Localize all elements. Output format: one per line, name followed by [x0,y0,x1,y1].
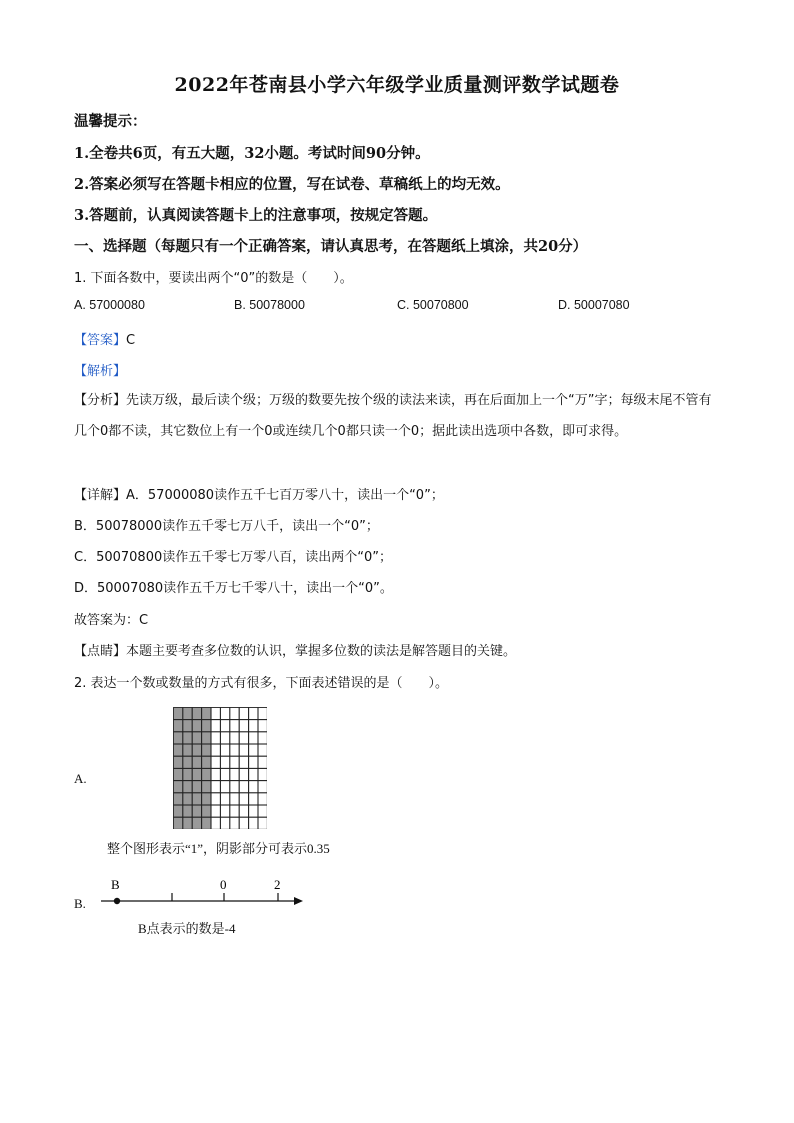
hundred-grid-figure [173,707,267,829]
grid-cell [211,817,220,829]
grid-cell-shaded [183,817,192,829]
grid-cell [211,769,220,781]
grid-cell-shaded [202,720,211,732]
grid-cell-shaded [183,732,192,744]
grid-cell-shaded [174,781,183,793]
grid-cell [258,744,267,756]
q2-stem: 2. 表达一个数或数量的方式有很多，下面表述错误的是（ ）。 [74,676,449,691]
grid-cell-shaded [192,769,201,781]
grid-cell-shaded [183,805,192,817]
grid-cell [230,720,239,732]
grid-cell [258,708,267,720]
q1-detail-b: B．50078000读作五千零七万八千，读出一个“0”； [74,519,379,534]
grid-cell [249,805,258,817]
grid-cell [249,781,258,793]
grid-cell-shaded [192,793,201,805]
dianjing-tag: 【点睛】 [74,644,127,659]
grid-cell [221,756,230,768]
grid-cell [221,781,230,793]
tick-zero-label: 0 [220,877,227,892]
grid-cell-shaded [174,732,183,744]
grid-cell-shaded [202,732,211,744]
grid-cell [211,805,220,817]
grid-cell [239,769,248,781]
grid-cell [249,708,258,720]
q1-conclusion: 故答案为：C [74,613,149,628]
q1-detail-a [74,484,444,503]
q1-option-d: D. 50007080 [558,298,630,312]
grid-cell [258,817,267,829]
q1-option-b: B. 50078000 [234,298,305,312]
grid-cell-shaded [174,793,183,805]
grid-cell-shaded [202,744,211,756]
grid-cell-shaded [192,744,201,756]
tips-heading: 温馨提示： [74,113,147,130]
grid-cell [249,793,258,805]
q2-option-b-caption: B点表示的数是-4 [138,921,236,936]
grid-cell-shaded [192,708,201,720]
grid-cell [249,732,258,744]
grid-cell-shaded [202,781,211,793]
grid-cell-shaded [202,708,211,720]
grid-cell [258,793,267,805]
grid-cell [211,781,220,793]
grid-cell [258,756,267,768]
grid-cell-shaded [183,720,192,732]
grid-cell-shaded [183,756,192,768]
grid-cell [239,781,248,793]
grid-cell [258,769,267,781]
dianjing-text: 本题主要考查多位数的认识，掌握多位数的读法是解答题目的关键。 [126,644,517,659]
grid-cell-shaded [192,732,201,744]
grid-cell [239,805,248,817]
grid-cell-shaded [202,793,211,805]
answer-value: C [126,333,136,348]
grid-cell-shaded [192,720,201,732]
number-line-arrow [294,897,303,905]
grid-cell-shaded [192,781,201,793]
xiangjie-tag: 【详解】 [74,488,127,503]
grid-cell [239,793,248,805]
q1-detail-c: C．50070800读作五千零七万零八百，读出两个“0”； [74,550,392,565]
q1-stem: 1. 下面各数中，要读出两个“0”的数是（ ）。 [74,271,353,286]
grid-cell [211,708,220,720]
grid-cell [230,781,239,793]
q1-option-a: A. 57000080 [74,298,145,312]
tip-item-3: 3.答题前，认真阅读答题卡上的注意事项，按规定答题。 [74,207,438,224]
grid-cell-shaded [174,720,183,732]
grid-cell-shaded [174,756,183,768]
q2-option-b-label: B. [74,896,86,911]
q2-option-a-label: A. [74,771,87,786]
grid-cell [239,732,248,744]
grid-cell [221,720,230,732]
tip-item-1: 1.全卷共6页，有五大题，32小题。考试时间90分钟。 [74,145,430,162]
grid-cell-shaded [202,769,211,781]
point-b-label: B [111,877,120,892]
grid-cell [258,720,267,732]
grid-cell-shaded [183,769,192,781]
grid-cell [230,805,239,817]
grid-cell [258,781,267,793]
grid-cell [211,720,220,732]
grid-cell [211,793,220,805]
grid-cell [239,756,248,768]
fenxi-text: 先读万级，最后读个级；万级的数要先按个级的读法来读，再在后面加上一个“万”字；每级末尾不管有几个0都不读，其它数位上有一个0或连续几个0都只读一个0；据此读出选项中各数，即可求得。 [74,393,712,439]
grid-cell-shaded [202,805,211,817]
grid-cell-shaded [192,817,201,829]
grid-cell [211,732,220,744]
point-b [114,898,120,904]
grid-cell [221,732,230,744]
number-line [98,872,304,912]
grid-cell [249,744,258,756]
q1-answer [74,329,135,348]
grid-cell [249,720,258,732]
grid-cell-shaded [174,744,183,756]
grid-cell [249,817,258,829]
q1-option-c: C. 50070800 [397,298,469,312]
grid-cell [249,769,258,781]
grid-cell [230,793,239,805]
grid-cell-shaded [183,793,192,805]
grid-cell [239,744,248,756]
grid-cell-shaded [174,769,183,781]
grid-cell [258,732,267,744]
page-title: 2022年苍南县小学六年级学业质量测评数学试题卷 [174,74,620,96]
fenxi-tag: 【分析】 [74,393,127,408]
grid-cell-shaded [183,708,192,720]
grid-cell [258,805,267,817]
grid-cell-shaded [174,805,183,817]
grid-cell [239,817,248,829]
grid-cell [211,744,220,756]
grid-cell-shaded [183,744,192,756]
answer-tag: 【答案】 [74,333,127,348]
grid-cell-shaded [192,756,201,768]
grid-cell [230,732,239,744]
grid-cell-shaded [183,781,192,793]
grid-cell-shaded [192,805,201,817]
q2-option-a-caption: 整个图形表示“1”，阴影部分可表示0.35 [107,841,330,856]
grid-cell [230,756,239,768]
tip-item-2: 2.答案必须写在答题卡相应的位置，写在试卷、草稿纸上的均无效。 [74,176,510,193]
q1-detail-d: D．50007080读作五千万七千零八十，读出一个“0”。 [74,581,393,596]
grid-cell [211,756,220,768]
grid-cell [239,708,248,720]
grid-cell-shaded [174,817,183,829]
grid-cell [249,756,258,768]
grid-cell [221,805,230,817]
grid-cell [230,744,239,756]
analysis-tag: 【解析】 [74,364,127,379]
grid-cell-shaded [174,708,183,720]
grid-cell [230,769,239,781]
grid-cell [230,708,239,720]
tick-two-label: 2 [274,877,281,892]
section-heading: 一、选择题（每题只有一个正确答案，请认真思考，在答题纸上填涂，共20分） [74,238,588,255]
grid-cell [221,793,230,805]
grid-cell [221,744,230,756]
grid-cell [221,817,230,829]
q1-dianjing [74,640,516,659]
grid-cell [230,817,239,829]
grid-cell [221,769,230,781]
detail-a-text: A．57000080读作五千七百万零八十，读出一个“0”； [126,488,444,503]
q1-fenxi [74,385,714,447]
grid-cell [239,720,248,732]
grid-cell-shaded [202,817,211,829]
grid-cell-shaded [202,756,211,768]
grid-cell [221,708,230,720]
